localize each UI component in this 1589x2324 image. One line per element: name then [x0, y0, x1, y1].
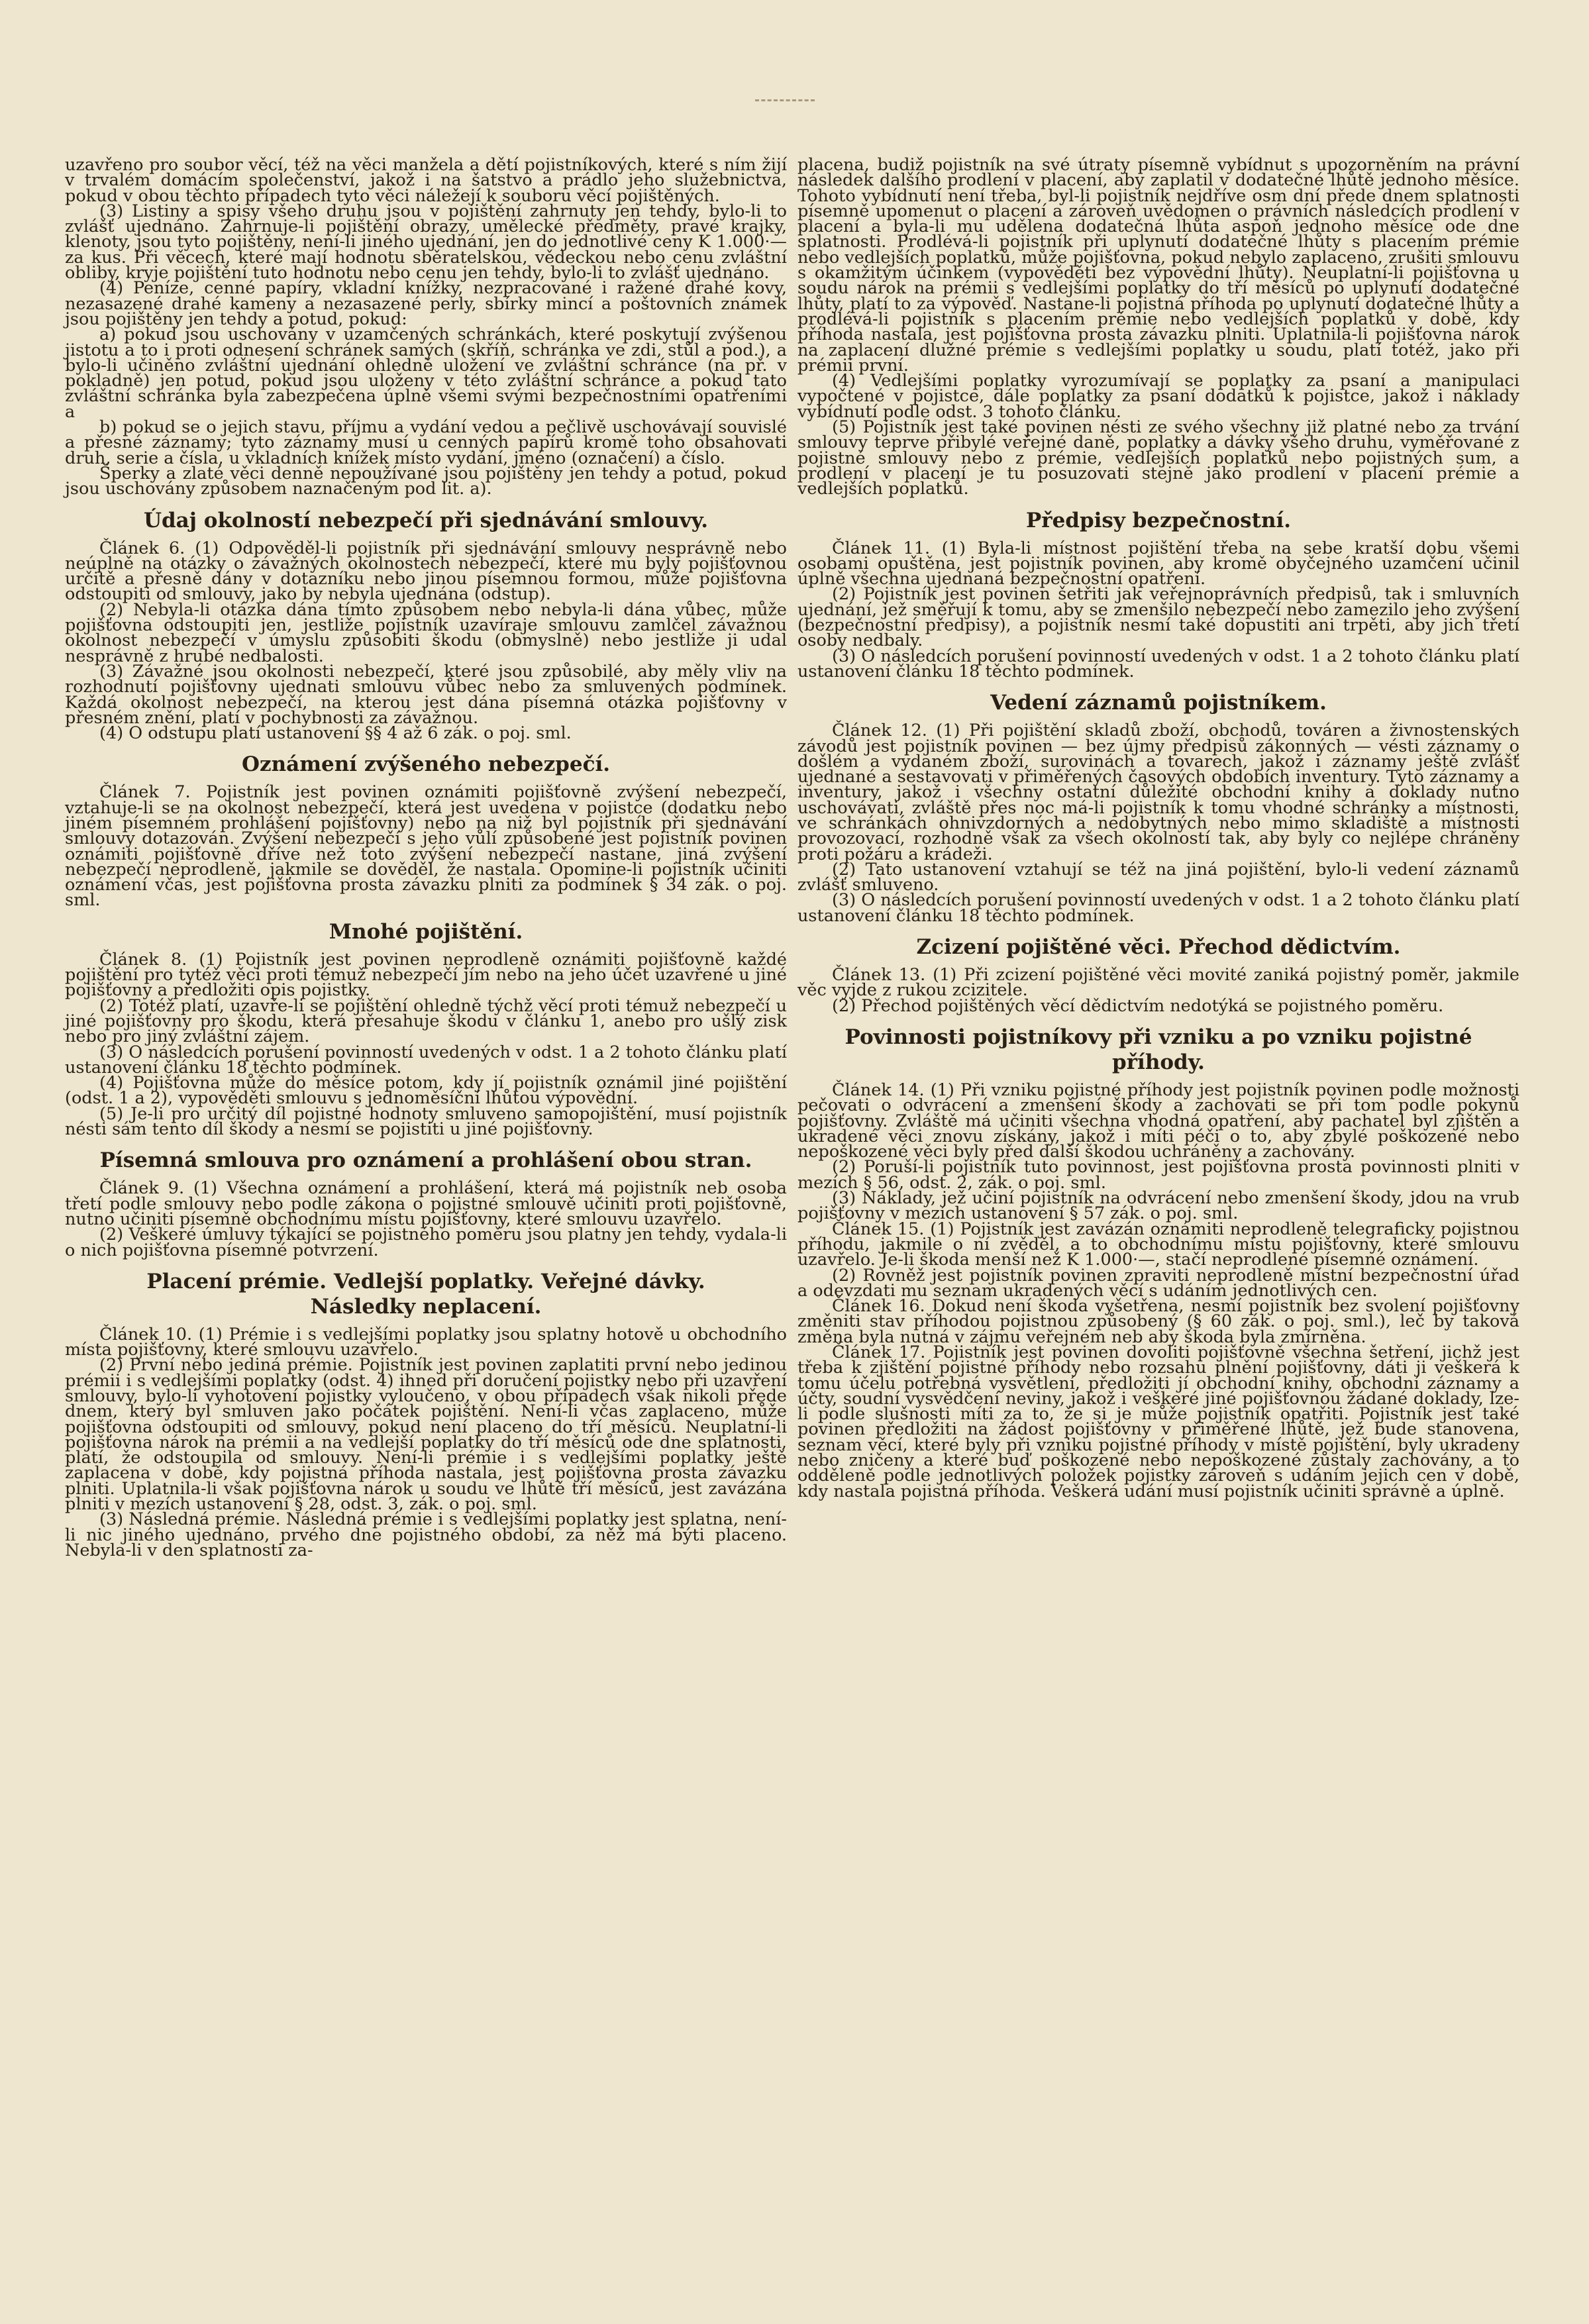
- paragraph: (3) Náklady, jež učiní pojistník na odvrácení nebo zmenšení škody, jdou na vrub pojišťovny v mezích ustanovení § 57 zák. o poj. sml.: [797, 1188, 1519, 1224]
- section-heading: Údaj okolností nebezpečí při sjednávání smlouvy.: [143, 508, 709, 532]
- paragraph: (4) O odstupu platí ustanovení §§ 4 až 6 zák. o poj. sml.: [99, 723, 572, 744]
- paragraph: (3) Závažné jsou okolnosti nebezpečí, které jsou způsobilé, aby měly vliv na rozhodnutí pojišťovny ujednati smlouvu vůbec nebo za smluvených podmínek. Každá okolnost nebezpečí, na kterou jest dána písemná otázka pojišťovny v přesném znění, platí v pochybnosti za závažnou.: [65, 661, 787, 728]
- paragraph: a) pokud jsou uschovány v uzamčených schránkách, které poskytují zvýšenou jistotu a to i proti odnesení schránek samých (skříň, schránka ve zdi, stůl a pod.), a bylo-li učiněno zvláštní ujednání ohledně uložení ve zvláštní schránce (na př. v pokladně) jen potud, pokud jsou uloženy v této zvláštní schránce a pokud tato zvláštní schránka byla zabezpečena úplně všemi svými bezpečnostními opatřeními a: [65, 325, 787, 422]
- paragraph: (2) První nebo jediná prémie. Pojistník jest povinen zaplatiti první nebo jedinou prémii i s vedlejšími poplatky (odst. 4) ihned při doručení pojistky nebo při uzavření smlouvy, bylo-li vyhotovení pojistky vyloučeno, v obou případech však nikoli přede dnem, který byl smluven jako počátek pojištění. Není-li včas zaplaceno, může pojišťovna odstoupiti od smlouvy, pokud není placeno do tří měsíců. Neuplatní-li pojišťovna nárok na prémii a na vedlejší poplatky do tří měsíců ode dne splatnosti, platí, že odstoupila od smlouvy. Není-li prémie i s vedlejšími poplatky ještě zaplacena v době, kdy pojistná příhoda nastala, jest pojišťovna prosta závazku plniti. Uplatnila-li však pojišťovna nárok u soudu ve lhůtě tří měsíců, jest zavázána plniti v mezích ustanovení § 28, odst. 3, zák. o poj. sml.: [65, 1355, 787, 1515]
- paragraph: (5) Pojistník jest také povinen nésti ze svého všechny již platné nebo za trvání smlouvy teprve přibylé veřejné daně, poplatky a dávky všeho druhu, vyměřované z pojistné smlouvy nebo z prémie, vedlejších poplatků nebo pojistných sum, a prodlení v placení je tu posuzovati stejně jako prodlení v placení prémie a vedlejších poplatků.: [797, 417, 1519, 499]
- article-paragraph: Článek 8. (1) Pojistník jest povinen neprodleně oznámiti pojišťovně každé pojištění pro tytéž věci proti témuž nebezpečí jím nebo na jeho účet uzavřené u jiné pojišťovny a předložiti opis pojistky.: [65, 949, 787, 1001]
- article-paragraph: Článek 11. (1) Byla-li místnost pojištění třeba na sebe kratší dobu všemi osobami opuštěna, jest pojistník povinen, aby kromě obyčejného uzamčení učinil úplně všechna ujednaná bezpečnostní opatření.: [797, 538, 1519, 589]
- paragraph: placena, budiž pojistník na své útraty písemně vybídnut s upozorněním na právní následek dalšího prodlení v placení, aby zaplatil v dodatečné lhůtě jednoho měsíce. Tohoto vybídnutí není třeba, byl-li pojistník nejdříve osm dní přede dnem splatnosti písemně upomenut o placení a zároveň uvědomen o právních následcích prodlení v placení a byla-li mu udělena dodatečná lhůta aspoň jednoho měsíce ode dne splatnosti. Prodlévá-li pojistník při uplynutí dodatečné lhůty s placením prémie nebo vedlejších poplatků, může pojišťovna, pokud nebylo zaplaceno, zrušiti smlouvu s okamžitým účinkem (vypověděti bez výpovědní lhůty). Neuplatní-li pojišťovna u soudu nárok na prémii s vedlejšími poplatky do tří měsíců po uplynutí dodatečné lhůty, platí to za výpověď. Nastane-li pojistná příhoda po uplynutí dodatečné lhůty a prodlévá-li pojistník s placením prémie nebo vedlejších poplatků v době, kdy příhoda nastala, jest pojišťovna prosta závazku plniti. Uplatnila-li pojišťovna nárok na zaplacení dlužné prémie s vedlejšími poplatky u soudu, platí totéž, jako při prémii první.: [797, 155, 1519, 376]
- section-heading-line: Placení prémie. Vedlejší poplatky. Veřejné dávky.: [146, 1269, 705, 1293]
- article-paragraph: Článek 13. (1) Při zcizení pojištěné věci movité zaniká pojistný poměr, jakmile věc vyjde z rukou zcizitele.: [797, 965, 1519, 1001]
- article-paragraph: Článek 9. (1) Všechna oznámení a prohlášení, která má pojistník neb osoba třetí podle smlouvy nebo podle zákona o pojistné smlouvě učiniti proti pojišťovně, nutno učiniti písemně obchodnímu místu pojišťovny, které smlouvu uzavřelo.: [65, 1178, 787, 1229]
- right-column: [797, 155, 1519, 1501]
- paragraph: (2) Přechod pojištěných věcí dědictvím nedotýká se pojistného poměru.: [832, 995, 1444, 1016]
- paragraph: (3) O následcích porušení povinností uvedených v odst. 1 a 2 tohoto článku platí ustanovení článku 18 těchto podmínek.: [797, 890, 1519, 926]
- paragraph: (2) Totéž platí, uzavře-li se pojištění ohledně týchž věcí proti témuž nebezpečí u jiné pojišťovny pro škodu, která přesahuje škodu v článku 1, anebo pro ušlý zisk nebo pro jiný zvláštní zájem.: [65, 995, 787, 1047]
- article-paragraph: Článek 10. (1) Prémie i s vedlejšími poplatky jsou splatny hotově u obchodního místa pojišťovny, které smlouvu uzavřelo.: [65, 1324, 787, 1360]
- paragraph: (4) Pojišťovna může do měsíce potom, kdy jí pojistník oznámil jiné pojištění (odst. 1 a 2), vypověděti smlouvu s jednoměsíční lhůtou výpovědní.: [65, 1073, 787, 1109]
- article-paragraph: Článek 15. (1) Pojistník jest zavázán oznámiti neprodleně telegraficky pojistnou příhodu, jakmile o ní zvěděl, a to obchodnímu místu pojišťovny, které smlouvu uzavřelo. Je-li škoda menší než K 1.000·—, stačí neprodlené písemné oznámení.: [797, 1219, 1519, 1270]
- paragraph: (2) Tato ustanovení vztahují se též na jiná pojištění, bylo-li vedení záznamů zvlášť smluveno.: [797, 859, 1519, 895]
- section-heading: [65, 1269, 787, 1319]
- article-paragraph: Článek 6. (1) Odpověděl-li pojistník při sjednávání smlouvy nesprávně nebo neúplně na otázky o závažných okolnostech nebezpečí, které mu byly pojišťovnou určitě a přesně dány v dotazníku nebo jinou písemnou formou, může pojišťovna odstoupiti od smlouvy, jako by nebyla ujednána (odstup).: [65, 538, 787, 605]
- section-heading: Předpisy bezpečnostní.: [1025, 508, 1292, 532]
- paragraph: uzavřeno pro soubor věcí, též na věci manžela a dětí pojistníkových, které s ním žijí v trvalém domácím společenství, jakož i na šatstvo a prádlo jeho služebnictva, pokud v obou těchto případech tyto věci náležejí k souboru věcí pojištěných.: [65, 155, 787, 206]
- section-heading: Povinnosti pojistníkovy při vzniku a po vzniku pojistné příhody.: [845, 1025, 1472, 1074]
- article-paragraph: Článek 16. Dokud není škoda vyšetřena, nesmí pojistník bez svolení pojišťovny změniti stav příhodou pojistnou způsobený (§ 60 zák. o poj. sml.), leč by taková změna byla nutná v zájmu veřejném neb aby škoda byla zmírněna.: [797, 1296, 1519, 1347]
- section-heading: Zcizení pojištěné věci. Přechod dědictvím.: [916, 935, 1401, 960]
- paragraph: (3) O následcích porušení povinností uvedených v odst. 1 a 2 tohoto článku platí ustanovení článku 18 těchto podmínek.: [65, 1042, 787, 1078]
- paragraph: (3) O následcích porušení povinností uvedených v odst. 1 a 2 tohoto článku platí ustanovení článku 18 těchto podmínek.: [797, 646, 1519, 682]
- paragraph: (2) Nebyla-li otázka dána tímto způsobem nebo nebyla-li dána vůbec, může pojišťovna odstoupiti jen, jestliže pojistník uzavíraje smlouvu zamlčel závažnou okolnost nebezpečí v úmyslu způsobiti škodu (obmyslně) nebo jestliže ji udal nesprávně z hrubé nedbalosti.: [65, 599, 787, 666]
- paragraph: (2) Poruší-li pojistník tuto povinnost, jest pojišťovna prosta povinnosti plniti v mezích § 56, odst. 2, zák. o poj. sml.: [797, 1157, 1519, 1193]
- section-heading: Vedení záznamů pojistníkem.: [990, 691, 1327, 715]
- paragraph: (3) Listiny a spisy všeho druhu jsou v pojištění zahrnuty jen tehdy, bylo-li to zvlášť ujednáno. Zahrnuje-li pojištění obrazy, umělecké předměty, pravé krajky, klenoty, jsou tyto pojištěny, není-li jiného ujednání, jen do jednotlivé ceny K 1.000·— za kus. Při věcech, které mají hodnotu sběratelskou, vědeckou nebo cenu zvláštní obliby, kryje pojištění tuto hodnotu nebo cenu jen tehdy, bylo-li to zvlášť ujednáno.: [65, 201, 787, 283]
- section-heading: Mnohé pojištění.: [329, 919, 523, 944]
- section-heading-line: Následky neplacení.: [310, 1294, 542, 1319]
- left-column: [65, 155, 787, 1560]
- paragraph: (4) Vedlejšími poplatky vyrozumívají se poplatky za psaní a manipulaci vypočtené v pojistce, dále poplatky za psaní dodatků k pojistce, jakož i náklady vybídnutí podle odst. 3 tohoto článku.: [797, 371, 1519, 422]
- section-heading: Písemná smlouva pro oznámení a prohlášení obou stran.: [99, 1148, 752, 1173]
- paragraph: (4) Peníze, cenné papíry, vkladní knížky, nezpracované i ražené drahé kovy, nezasazené drahé kameny a nezasazené perly, sbírky mincí a poštovních známek jsou pojištěny jen tehdy a potud, pokud:: [65, 278, 787, 329]
- paragraph: (2) Pojistník jest povinen šetřiti jak veřejnoprávních předpisů, tak i smluvních ujednání, jež směřují k tomu, aby se zmenšilo nebezpečí nebo zamezilo jeho zvýšení (bezpečnostní předpisy), a pojistník nesmí také dopustiti ani trpěti, aby jich třetí osoby nedbaly.: [797, 584, 1519, 651]
- paragraph: (2) Rovněž jest pojistník povinen zpraviti neprodleně místní bezpečnostní úřad a odevzdati mu seznam ukradených věcí s udáním jednotlivých cen.: [797, 1265, 1519, 1301]
- paragraph: Šperky a zlaté věci denně nepoužívané jsou pojištěny jen tehdy a potud, pokud jsou uschovány způsobem naznačeným pod lit. a).: [65, 463, 787, 499]
- paragraph: (2) Veškeré úmluvy týkající se pojistného poměru jsou platny jen tehdy, vydala-li o nich pojišťovna písemné potvrzení.: [65, 1225, 787, 1260]
- top-scribble-mark: [755, 99, 815, 105]
- paragraph: b) pokud se o jejich stavu, příjmu a vydání vedou a pečlivě uschovávají souvislé a přesné záznamy; tyto záznamy musí u cenných papírů kromě toho obsahovati druh, serie a čísla, u vkladních knížek místo vydání, jméno (označení) a číslo.: [65, 417, 787, 468]
- article-paragraph: Článek 17. Pojistník jest povinen dovoliti pojišťovně všechna šetření, jichž jest třeba k zjištění pojistné příhody nebo rozsahu plnění pojišťovny, dáti ji veškerá k tomu účelu potřebná vysvětlení, předložiti jí obchodní knihy, obchodní záznamy a účty, soudní vysvědčení neviny, jakož i veškeré jiné pojišťovnou žádané doklady, lze-li podle slušnosti míti za to, že si je může pojistník opatřiti. Pojistník jest také povinen předložiti na žádost pojišťovny v přiměřené lhůtě, jež bude stanovena, seznam věcí, které byly při vzniku pojistné příhody v místě pojištění, byly ukradeny nebo zničeny a které buď poškozené nebo nepoškozené zůstaly zachovány, a to odděleně podle jednotlivých položek pojistky zároveň s udáním jejich cen v době, kdy nastala pojistná příhoda. Veškerá udání musí pojistník učiniti správně a úplně.: [797, 1342, 1519, 1501]
- article-paragraph: Článek 7. Pojistník jest povinen oznámiti pojišťovně zvýšení nebezpečí, vztahuje-li se na okolnost nebezpečí, která jest uvedena v pojistce (dodatku nebo jiném písemném prohlášení pojišťovny) nebo na niž byl pojistník při sjednávání smlouvy dotazován. Zvýšení nebezpečí s jeho vůlí způsobené jest pojistník povinen oznámiti pojišťovně dříve než toto zvýšení nebezpečí nastane, jiná zvýšení nebezpečí neprodleně, jakmile se dověděl, že nastala. Opomine-li pojistník učiniti oznámení včas, jest pojišťovna prosta závazku plniti za podmínek § 34 zák. o poj. sml.: [65, 782, 787, 911]
- paragraph: (3) Následná prémie. Následná prémie i s vedlejšími poplatky jest splatna, není-li nic jiného ujednáno, prvého dne pojistného období, za něž má býti placeno. Nebyla-li v den splatnosti za-: [65, 1509, 787, 1560]
- paragraph: (5) Je-li pro určitý díl pojistné hodnoty smluveno samopojištění, musí pojistník nésti sám tento díl škody a nesmí se pojistiti u jiné pojišťovny.: [65, 1103, 787, 1140]
- article-paragraph: Článek 12. (1) Při pojištění skladů zboží, obchodů, továren a živnostenských závodů jest pojistník povinen — bez újmy předpisů zákonných — vésti záznamy o došlém a vydaném zboží, surovinách a tovarech, jakož i záznamy ještě zvlášť ujednané a sestavovati v přiměřených časových obdobích inventury. Tyto záznamy a inventury, jakož i všechny ostatní důležité obchodní knihy a doklady nutno uschovávati, zvláště přes noc má-li pojistník k tomu vhodné schránky a místnosti, ve schránkách ohnivzdorných a nedobytných nebo mimo skladiště a místnosti provozovací, rozhodně však za všech okolností tak, aby byly co nejlépe chráněny proti požáru a krádeži.: [797, 721, 1519, 864]
- article-paragraph: Článek 14. (1) Při vzniku pojistné příhody jest pojistník povinen podle možnosti pečovati o odvrácení a zmenšení škody a zachovati se při tom podle pokynů pojišťovny. Zvláště má učiniti všechna vhodná opatření, aby pachatel byl zjištěn a ukradené věci znovu získány, jakož i míti péči o to, aby zbylé poškozené nebo nepoškozené věci byly před další škodou uchráněny a zachovány.: [797, 1080, 1519, 1162]
- section-heading: Oznámení zvýšeného nebezpečí.: [241, 752, 611, 777]
